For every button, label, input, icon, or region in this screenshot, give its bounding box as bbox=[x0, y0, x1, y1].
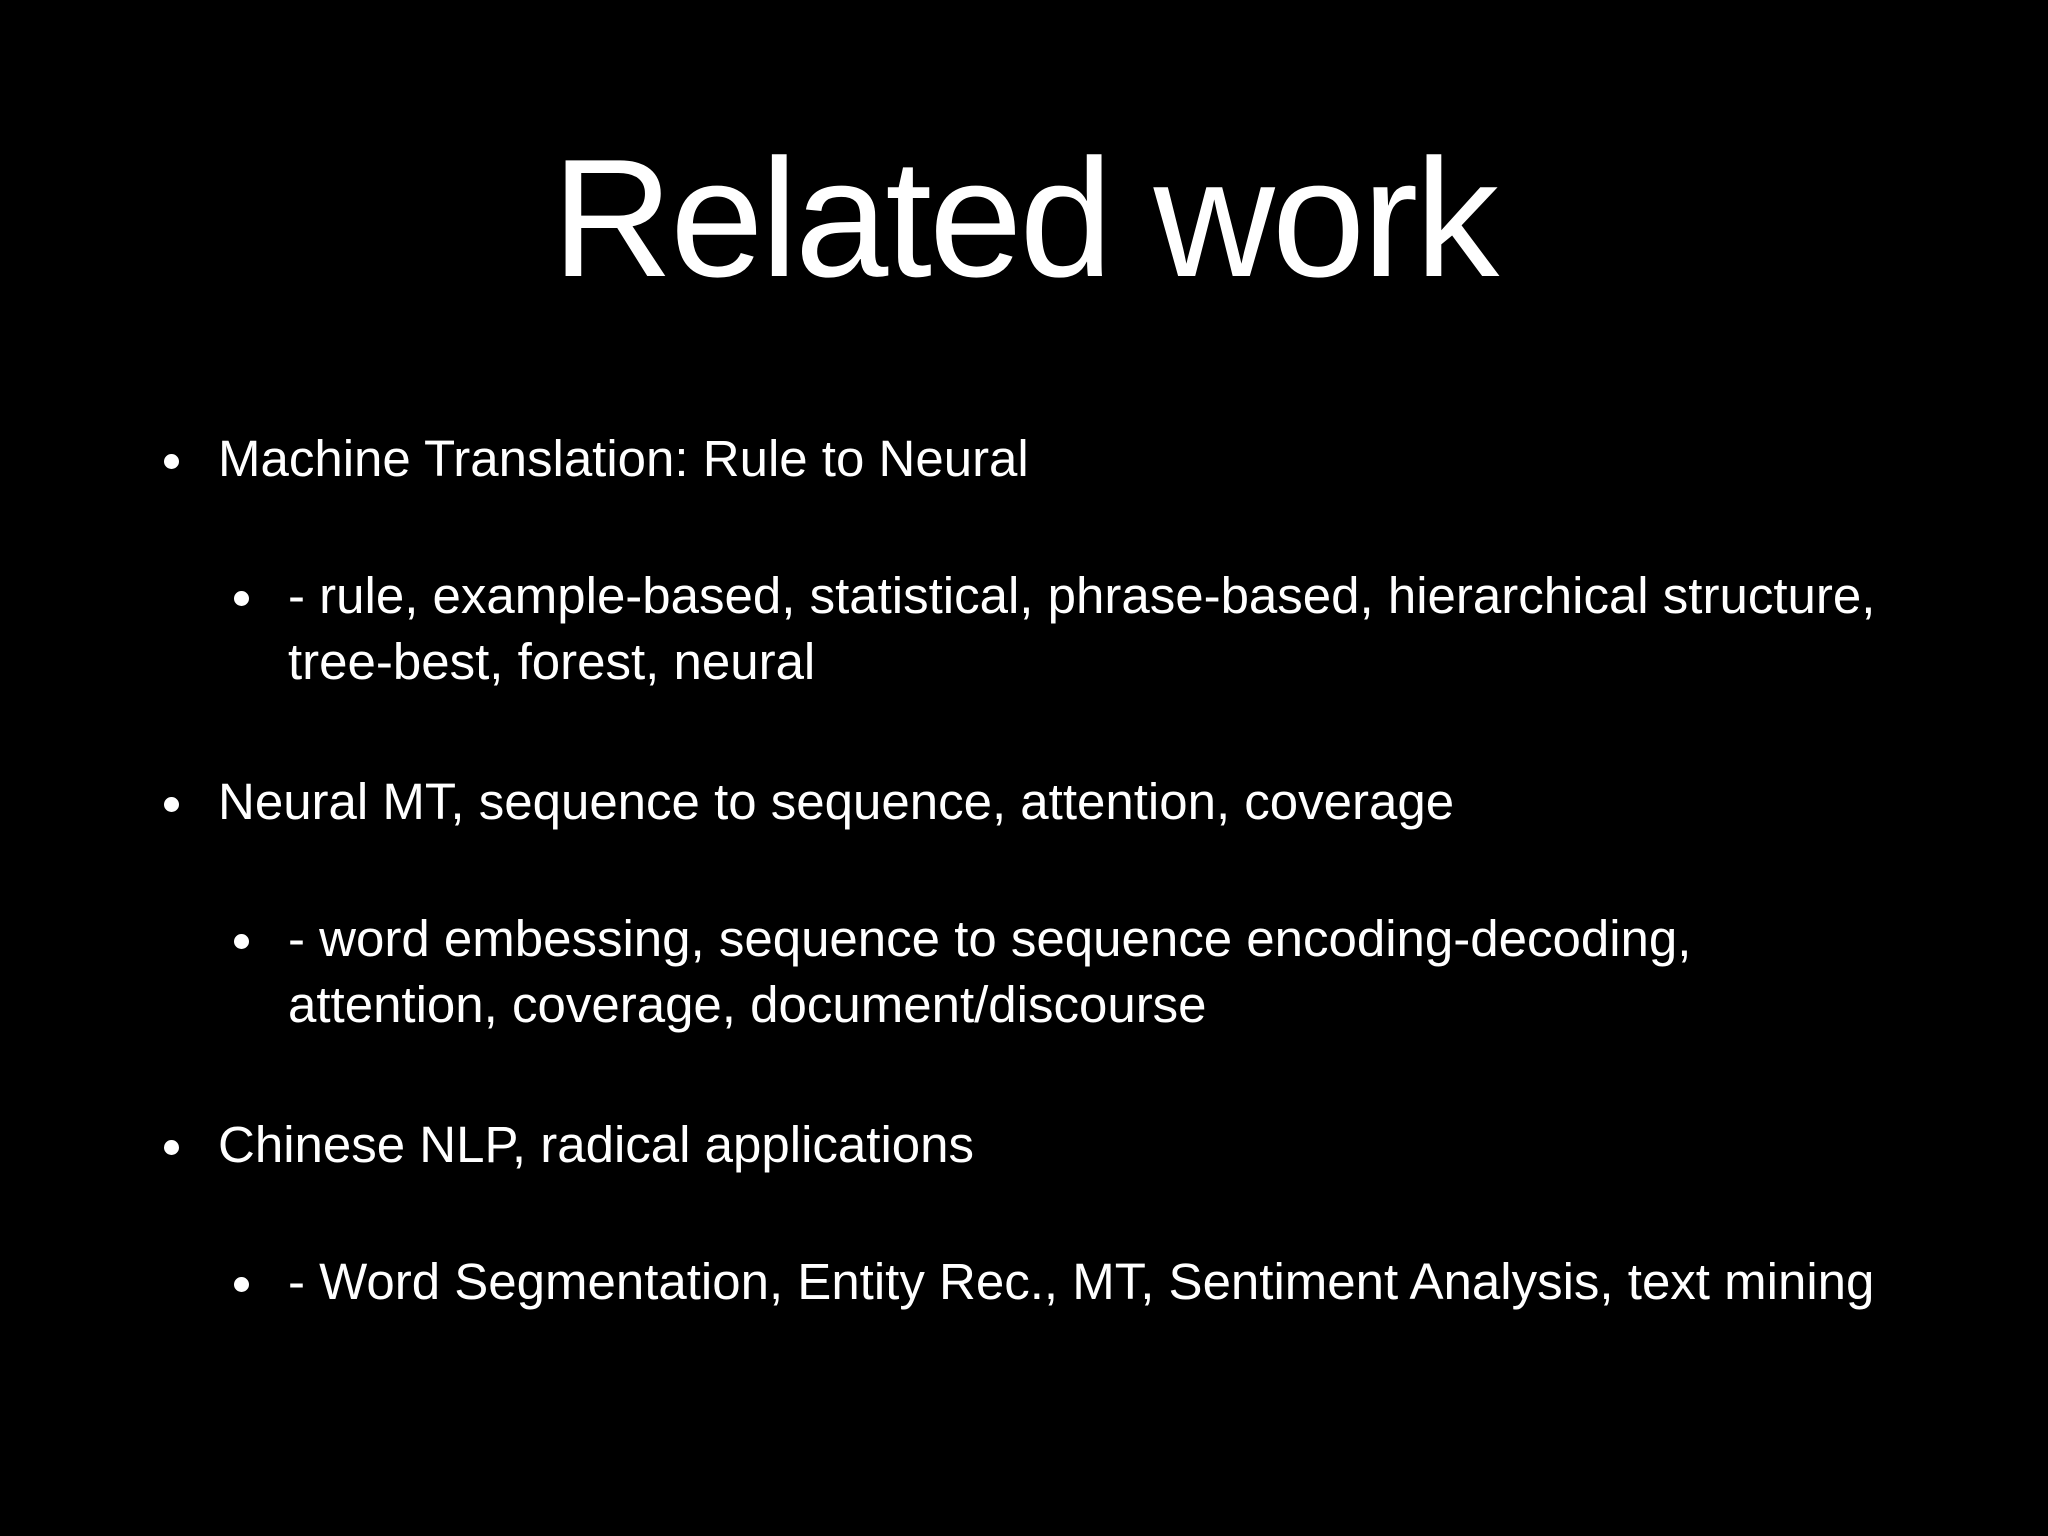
bullet-dot-icon bbox=[234, 1277, 249, 1292]
bullet-item: Chinese NLP, radical applications bbox=[218, 1116, 975, 1173]
bullet-dot-icon bbox=[234, 934, 249, 949]
bullet-dot-icon bbox=[234, 591, 249, 606]
sub-bullet-item: - Word Segmentation, Entity Rec., MT, Sentiment Analysis, text mining bbox=[288, 1253, 1875, 1310]
sub-bullet-item: - word embessing, sequence to sequence encoding-decoding, attention, coverage, document/discourse bbox=[288, 910, 1692, 1033]
bullet-item: Machine Translation: Rule to Neural bbox=[218, 430, 1029, 487]
bullet-dot-icon bbox=[164, 1140, 179, 1155]
bullet-item: Neural MT, sequence to sequence, attention, coverage bbox=[218, 773, 1455, 830]
bullet-dot-icon bbox=[164, 797, 179, 812]
bullet-dot-icon bbox=[164, 454, 179, 469]
slide-title: Related work bbox=[551, 124, 1497, 312]
sub-bullet-item: - rule, example-based, statistical, phrase-based, hierarchical structure, tree-best, forest, neural bbox=[288, 567, 1876, 690]
